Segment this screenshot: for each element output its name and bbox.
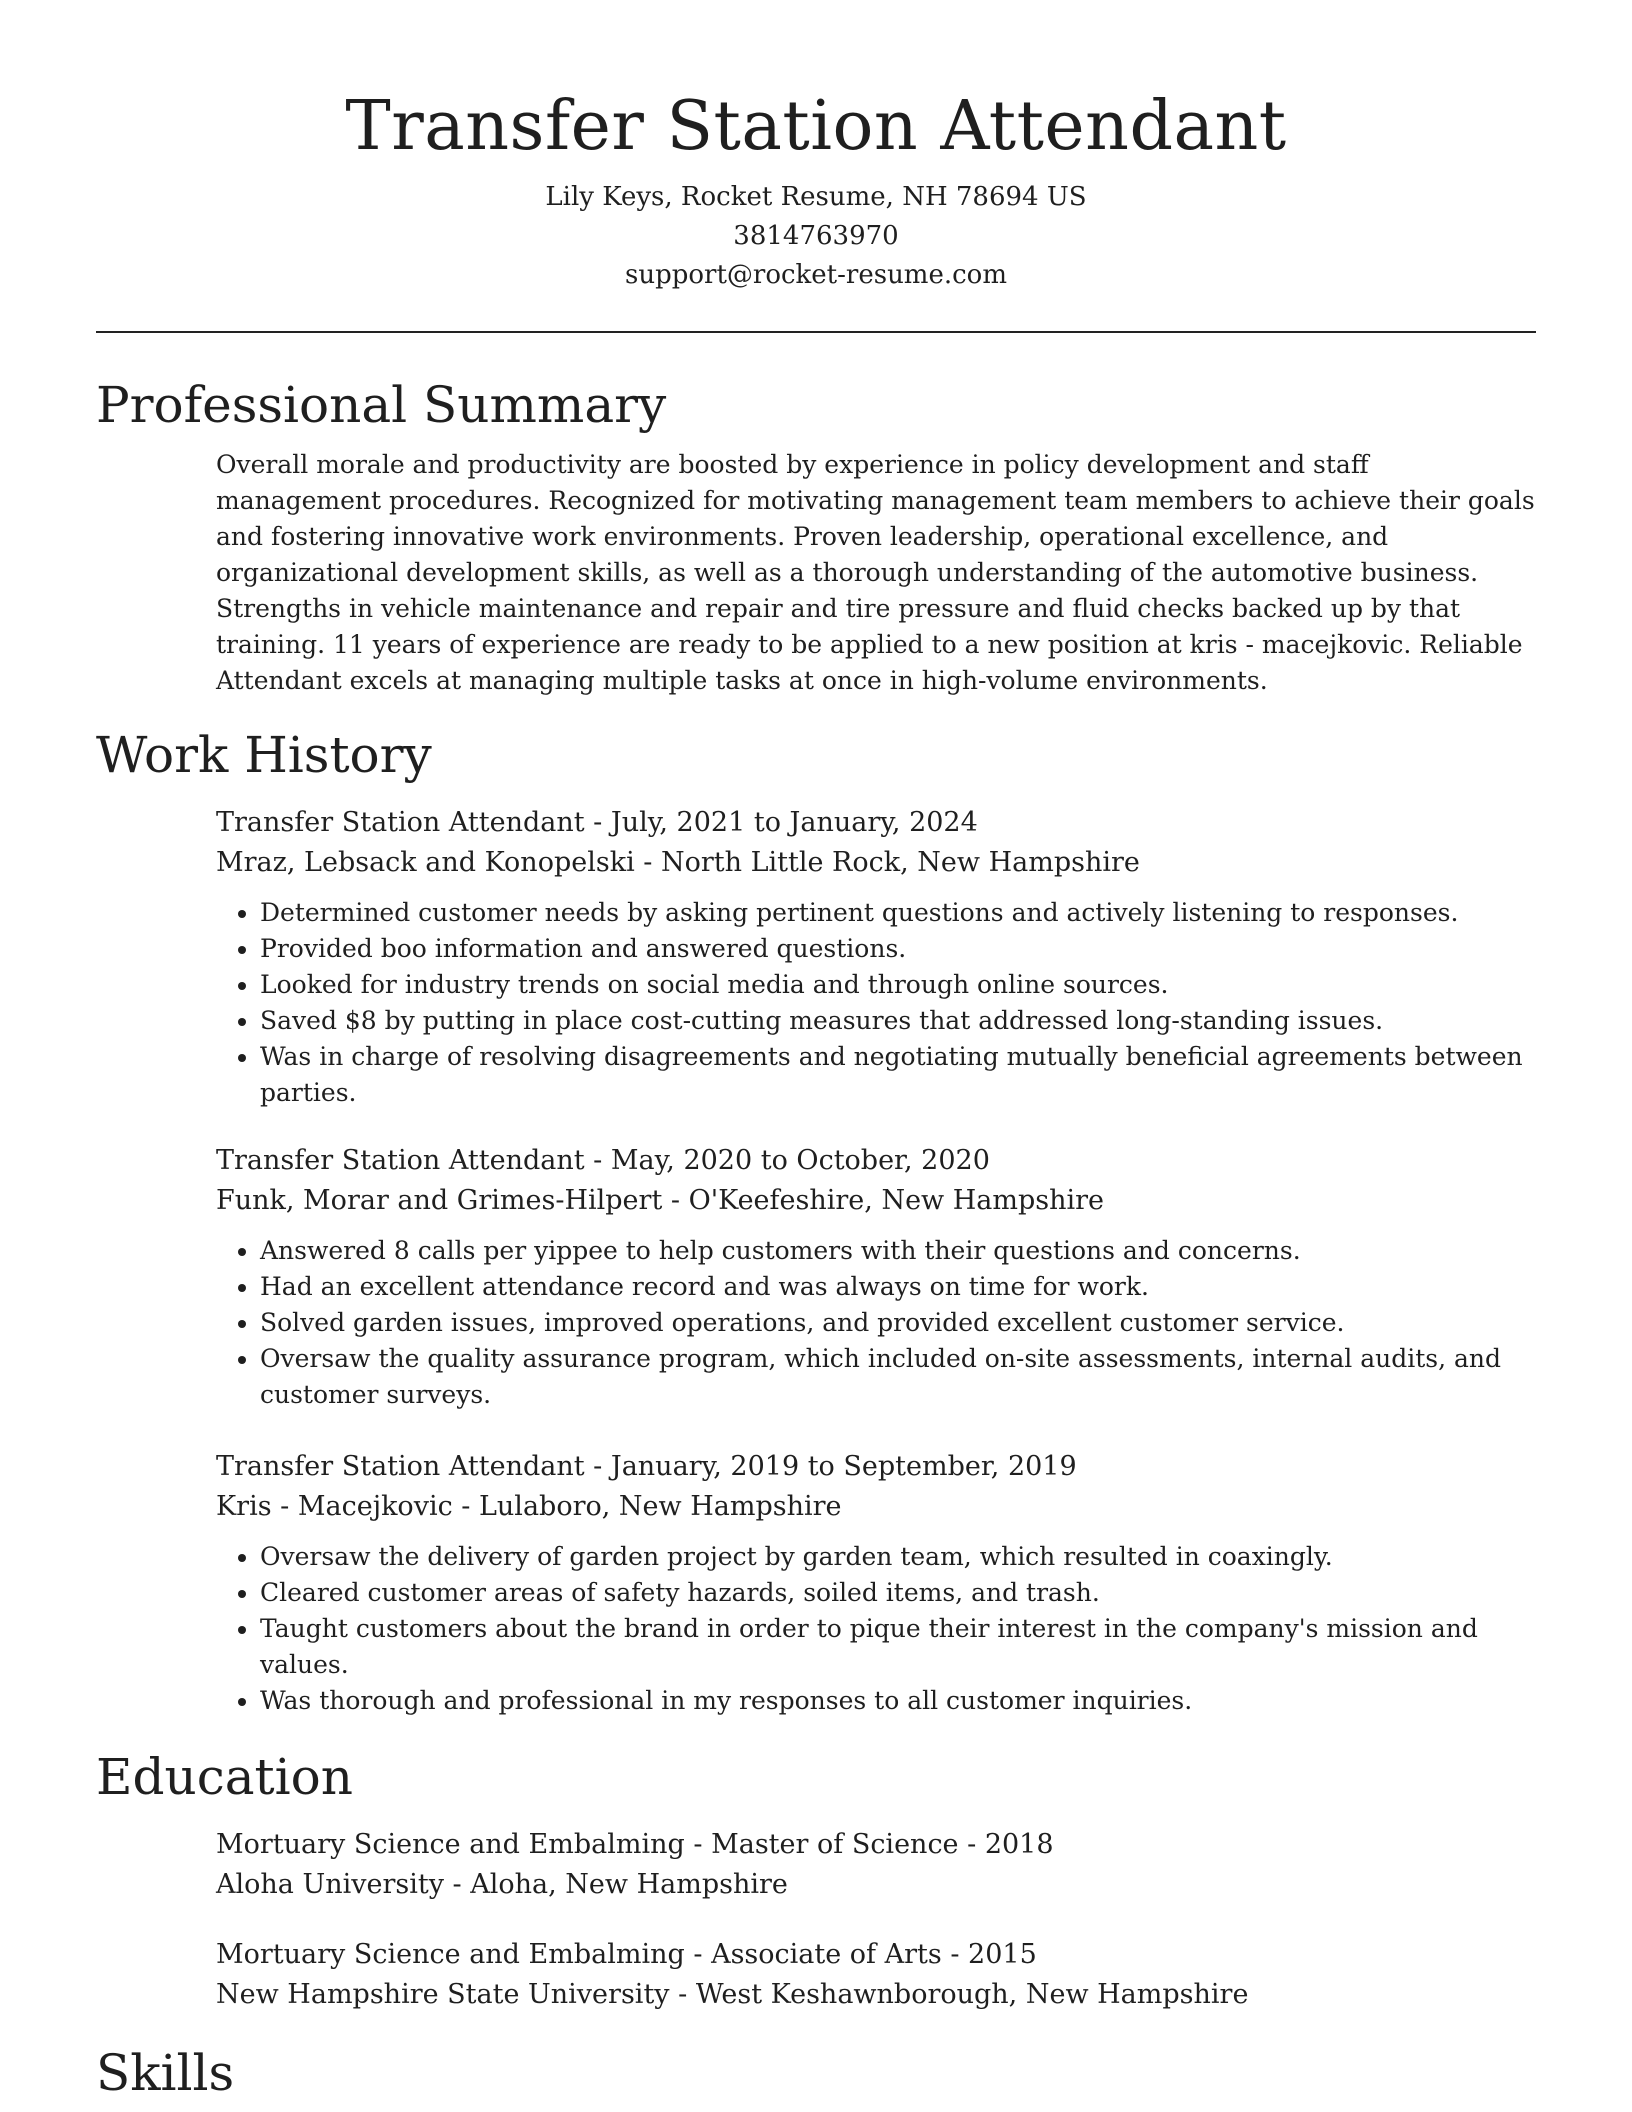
education-degree-line: Mortuary Science and Embalming - Associate of Arts - 2015 bbox=[216, 1939, 1037, 1970]
education-entry bbox=[216, 1825, 1536, 1905]
contact-address: Lily Keys, Rocket Resume, NH 78694 US bbox=[545, 182, 1087, 212]
education-school-line: Aloha University - Aloha, New Hampshire bbox=[216, 1869, 788, 1900]
education-heading: Education bbox=[96, 1748, 353, 1806]
education-school-line: New Hampshire State University - West Keshawnborough, New Hampshire bbox=[216, 1979, 1249, 2010]
resume-page bbox=[96, 0, 1536, 2103]
job-company-line: Kris - Macejkovic - Lulaboro, New Hampshire bbox=[216, 1491, 842, 1522]
contact-block bbox=[96, 178, 1536, 295]
job-bullet: • Saved $8 by putting in place cost-cutting measures that addressed long-standing issues. bbox=[260, 1003, 1536, 1039]
job-bullet: • Taught customers about the brand in order to pique their interest in the company's mission and values. bbox=[260, 1611, 1536, 1683]
job-bullet: • Cleared customer areas of safety hazards, soiled items, and trash. bbox=[260, 1575, 1536, 1611]
job-bullet-list bbox=[216, 895, 1536, 1111]
job-company-line: Funk, Morar and Grimes-Hilpert - O'Keefeshire, New Hampshire bbox=[216, 1185, 1105, 1216]
contact-phone: 3814763970 bbox=[733, 221, 899, 251]
job-entry bbox=[216, 1447, 1536, 1719]
skills-heading: Skills bbox=[96, 2044, 235, 2102]
job-bullet: • Determined customer needs by asking pertinent questions and actively listening to responses. bbox=[260, 895, 1536, 931]
job-bullet: • Oversaw the delivery of garden project by garden team, which resulted in coaxingly. bbox=[260, 1539, 1536, 1575]
job-title-line: Transfer Station Attendant - July, 2021 to January, 2024 bbox=[216, 807, 978, 838]
job-bullet-list bbox=[216, 1233, 1536, 1413]
job-entry bbox=[216, 803, 1536, 1111]
education-entry bbox=[216, 1935, 1536, 2015]
job-bullet: • Answered 8 calls per yippee to help customers with their questions and concerns. bbox=[260, 1233, 1536, 1269]
job-bullet: • Was in charge of resolving disagreements and negotiating mutually beneficial agreements between parties. bbox=[260, 1039, 1536, 1111]
summary-heading: Professional Summary bbox=[96, 376, 667, 434]
work-history-heading: Work History bbox=[96, 726, 432, 784]
job-bullet: • Had an excellent attendance record and was always on time for work. bbox=[260, 1269, 1536, 1305]
job-bullet: • Provided boo information and answered questions. bbox=[260, 931, 1536, 967]
job-bullet: • Solved garden issues, improved operations, and provided excellent customer service. bbox=[260, 1305, 1536, 1341]
job-bullet: • Oversaw the quality assurance program, which included on-site assessments, internal audits, and customer surveys. bbox=[260, 1341, 1536, 1413]
resume-title: Transfer Station Attendant bbox=[345, 87, 1287, 166]
contact-email: support@rocket-resume.com bbox=[624, 260, 1007, 290]
job-bullet-list bbox=[216, 1539, 1536, 1719]
summary-text: Overall morale and productivity are boosted by experience in policy development and staff management procedures. Recognized for motivating management team members to achieve their goals and fostering innovative work environments. Proven leadership, operational excellence, and organizational development skills, as well as a thorough understanding of the automotive business. Strengths in vehicle maintenance and repair and tire pressure and fluid checks backed up by that training. 11 years of experience are ready to be applied to a new position at kris - macejkovic. Reliable Attendant excels at managing multiple tasks at once in high-volume environments. bbox=[216, 450, 1535, 695]
job-bullet: • Looked for industry trends on social media and through online sources. bbox=[260, 967, 1536, 1003]
job-title-line: Transfer Station Attendant - May, 2020 to October, 2020 bbox=[216, 1145, 990, 1176]
job-bullet: • Was thorough and professional in my responses to all customer inquiries. bbox=[260, 1683, 1536, 1719]
job-title-line: Transfer Station Attendant - January, 2019 to September, 2019 bbox=[216, 1451, 1077, 1482]
header-divider bbox=[96, 331, 1536, 333]
job-company-line: Mraz, Lebsack and Konopelski - North Little Rock, New Hampshire bbox=[216, 847, 1140, 878]
education-degree-line: Mortuary Science and Embalming - Master of Science - 2018 bbox=[216, 1829, 1054, 1860]
job-entry bbox=[216, 1141, 1536, 1413]
